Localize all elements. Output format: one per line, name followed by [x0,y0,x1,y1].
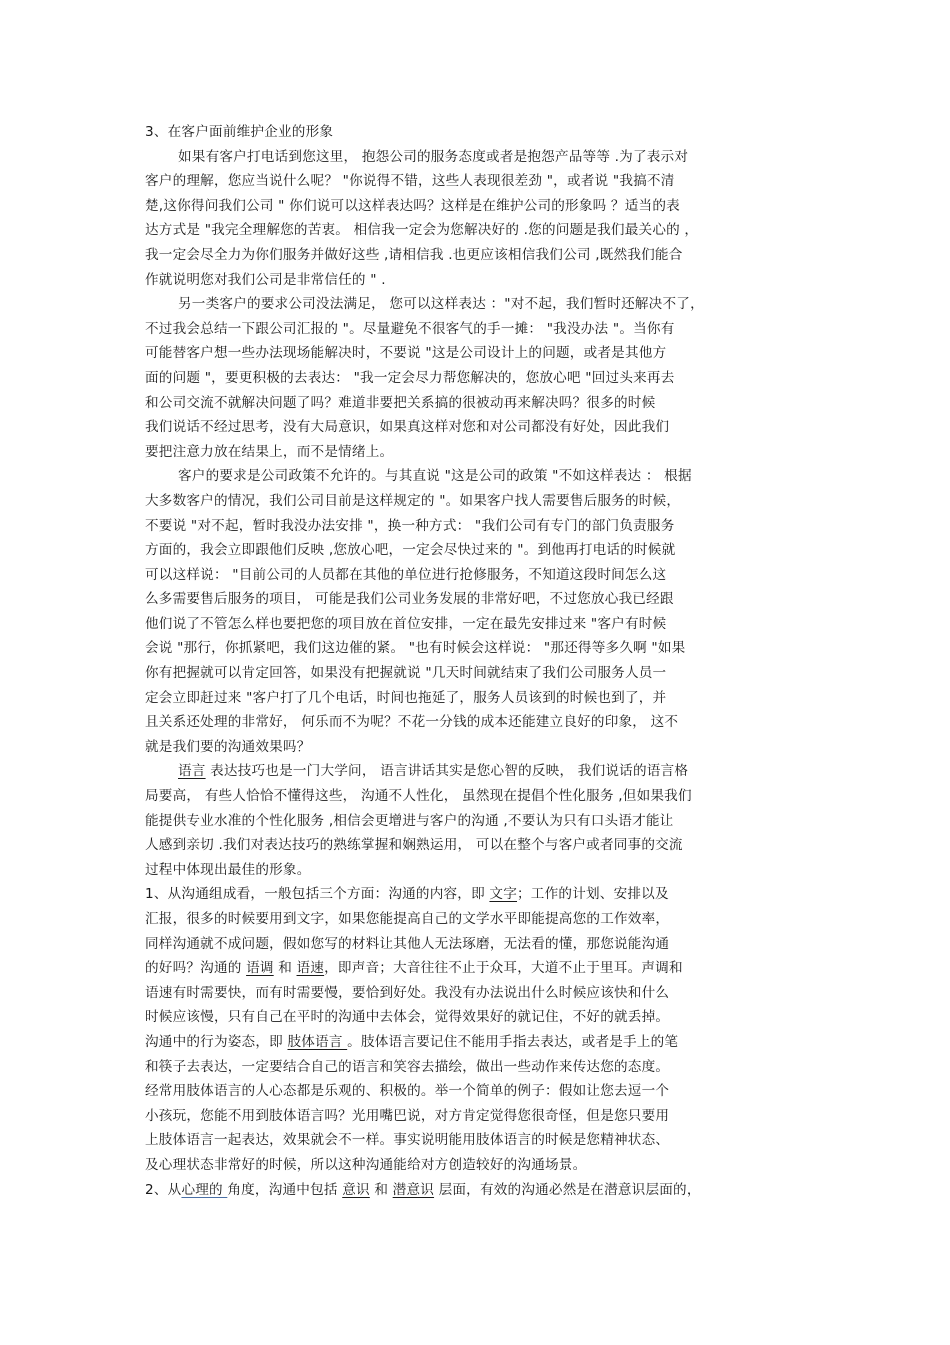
text-line [145,563,810,588]
text-span: 层面，有效的沟通必然是在潜意识层面的， [434,1181,701,1198]
text-line [145,440,810,465]
text-line [145,686,810,711]
text-span: 能提供专业水准的个性化服务 ,相信会更增进与客户的沟通 ,不要认为只有口头语才能让 [145,812,674,829]
text-span: 局要高， 有些人恰恰不懂得这些， 沟通不人性化， 虽然现在提倡个性化服务 ,但如果我们 [145,788,692,805]
text-span: 会说 "那行，你抓紧吧，我们这边催的紧。 "也有时候会这样说： "那还得等多久啊 "如果 [145,640,686,657]
text-span: 沟通中的行为姿态，即 [145,1033,288,1050]
text-span: 可以这样说： "目前公司的人员都在其他的单位进行抢修服务，不知道这段时间怎么这 [145,566,667,583]
text-span: 客户的理解，您应当说什么呢？ "你说得不错，这些人表现很差劲 "，或者说 "我搞不清 [145,173,675,190]
text-line [145,907,810,932]
text-span: 经常用肢体语言的人心态都是乐观的、积极的。举一个简单的例子：假如让您去逗一个 [145,1083,670,1100]
text-line [145,587,810,612]
text-span: 角度，沟通中包括 [227,1181,343,1198]
text-line [145,882,810,907]
underlined-term[interactable]: 语速 [296,960,325,977]
text-span: 时候应该慢，只有自己在平时的沟通中去体会，觉得效果好的就记住，不好的就丢掉。 [145,1009,670,1026]
text-span: 汇报，很多的时候要用到文字，如果您能提高自己的文学水平即能提高您的工作效率， [145,911,670,927]
text-span: 和公司交流不就解决问题了吗？难道非要把关系搞的很被动再来解决吗？很多的时候 [145,394,656,411]
text-span: 3、在客户面前维护企业的形象 [145,124,334,140]
text-line [145,1153,810,1178]
text-line [145,120,810,145]
text-line [145,1128,810,1153]
text-span: 和 [273,960,297,977]
text-span: 人感到亲切 .我们对表达技巧的熟练掌握和娴熟运用， 可以在整个与客户或者同事的交流 [145,837,683,854]
text-span: 的好吗？沟通的 [145,960,247,977]
text-span: 1、从沟通组成看，一般包括三个方面：沟通的内容，即 [145,886,490,903]
text-span: 同样沟通就不成问题，假如您写的材料让其他人无法琢磨，无法看的懂，那您说能沟通 [145,935,670,952]
text-span: 语速有时需要快，而有时需要慢，要恰到好处。我没有办法说出什么时候应该快和什么 [145,984,670,1001]
text-span: 我一定会尽全力为你们服务并做好这些 ,请相信我 .也更应该相信我们公司 ,既然我们能合 [145,246,683,263]
text-span: 表达技巧也是一门大学问， 语言讲话其实是您心智的反映， 我们说话的语言格 [205,763,689,780]
underlined-term[interactable]: 文字 [489,886,518,903]
text-line [145,661,810,686]
text-span: 不过我会总结一下跟公司汇报的 "。尽量避免不很客气的手一摊： "我没办法 "。当你有 [145,320,675,337]
text-span: 就是我们要的沟通效果吗？ [145,738,311,755]
text-line [145,636,810,661]
text-line [145,243,810,268]
text-line [145,366,810,391]
text-span: 楚,这你得问我们公司 " 你们说可以这样表达吗？这样是在维护公司的形象吗 ？适当的表 [145,197,680,214]
text-line [145,1079,810,1104]
text-line [145,415,810,440]
text-span: ，即声音；大音往往不止于众耳，大道不止于里耳。声调和 [324,960,683,977]
text-line [145,391,810,416]
text-line [145,956,810,981]
text-line [145,464,810,489]
text-span: 小孩玩，您能不用到肢体语言吗？光用嘴巴说，对方肯定觉得您很奇怪，但是您只要用 [145,1107,670,1124]
text-span: ；工作的计划、安排以及 [517,886,669,903]
text-span: 他们说了不管怎么样也要把您的项目放在首位安排，一定在最先安排过来 "客户有时候 [145,615,667,632]
text-span: 客户的要求是公司政策不允许的。与其直说 "这是公司的政策 "不如这样表达 ： 根据 [178,468,692,485]
hyperlink-term[interactable]: 心理的 [181,1181,228,1198]
text-span: 面的问题 "，要更积极的去表达： "我一定会尽力帮您解决的，您放心吧 "回过头来再去 [145,369,675,386]
text-span: 么多需要售后服务的项目， 可能是我们公司业务发展的非常好吧，不过您放心我已经跟 [145,591,674,608]
underlined-term[interactable]: 意识 [342,1181,370,1198]
text-span: 和筷子去表达，一定要结合自己的语言和笑容去描绘，做出一些动作来传达您的态度。 [145,1058,670,1075]
underlined-term[interactable]: 肢体语言 [287,1033,348,1050]
text-line [145,268,810,293]
text-line [145,1005,810,1030]
text-line [145,341,810,366]
text-line [145,145,810,170]
text-line [145,932,810,957]
text-span: 达方式是 "我完全理解您的苦衷。 相信我一定会为您解决好的 .您的问题是我们最关心的 ， [145,222,699,239]
text-line [145,981,810,1006]
text-line [145,612,810,637]
text-span: 定会立即赶过来 "客户打了几个电话，时间也拖延了，服务人员该到的时候也到了，并 [145,689,667,706]
text-line [145,1178,810,1203]
text-span: 可能替客户想一些办法现场能解决时，不要说 "这是公司设计上的问题，或者是其他方 [145,345,667,362]
text-span: 如果有客户打电话到您这里， 抱怨公司的服务态度或者是抱怨产品等等 .为了表示对 [178,148,689,165]
text-line [145,317,810,342]
text-span: 和 [369,1181,393,1198]
text-line [145,710,810,735]
text-line [145,514,810,539]
text-span: 。肢体语言要记住不能用手指去表达，或者是手上的笔 [347,1033,679,1050]
text-line [145,809,810,834]
text-line [145,759,810,784]
underlined-term[interactable]: 潜意识 [392,1181,435,1198]
text-line [145,1104,810,1129]
text-span: 你有把握就可以肯定回答，如果没有把握就说 "几天时间就结束了我们公司服务人员一 [145,665,667,682]
text-span: 我们说话不经过思考，没有大局意识，如果真这样对您和对公司都没有好处，因此我们 [145,419,670,436]
text-span: 上肢体语言一起表达，效果就会不一样。事实说明能用肢体语言的时候是您精神状态、 [145,1132,670,1149]
text-span: 要把注意力放在结果上，而不是情绪上。 [145,443,394,460]
text-span: 方面的，我会立即跟他们反映 ,您放心吧，一定会尽快过来的 "。到他再打电话的时候就 [145,542,676,559]
text-line [145,538,810,563]
text-span: 作就说明您对我们公司是非常信任的 " . [145,271,386,288]
text-line [145,735,810,760]
text-line [145,784,810,809]
text-line [145,858,810,883]
text-span: 大多数客户的情况，我们公司目前是这样规定的 "。如果客户找人需要售后服务的时候， [145,492,681,509]
text-line [145,833,810,858]
text-span: 2、从 [145,1181,182,1198]
document-page [145,120,810,1202]
text-line [145,194,810,219]
text-span: 且关系还处理的非常好， 何乐而不为呢？不花一分钱的成本还能建立良好的印象， 这不 [145,714,679,731]
underlined-term[interactable]: 语调 [246,960,274,977]
text-span: 另一类客户的要求公司没法满足， 您可以这样表达 ："对不起，我们暂时还解决不了， [178,296,704,313]
text-line [145,1030,810,1055]
text-span: 过程中体现出最佳的形象。 [145,861,311,878]
text-line [145,489,810,514]
text-line [145,169,810,194]
text-line [145,292,810,317]
text-span: 及心理状态非常好的时候，所以这种沟通能给对方创造较好的沟通场景。 [145,1156,587,1173]
underlined-term[interactable]: 语言 [178,763,206,780]
text-line [145,1055,810,1080]
text-span: 不要说 "对不起，暂时我没办法安排 "，换一种方式： "我们公司有专门的部门负责服务 [145,517,675,534]
text-line [145,218,810,243]
